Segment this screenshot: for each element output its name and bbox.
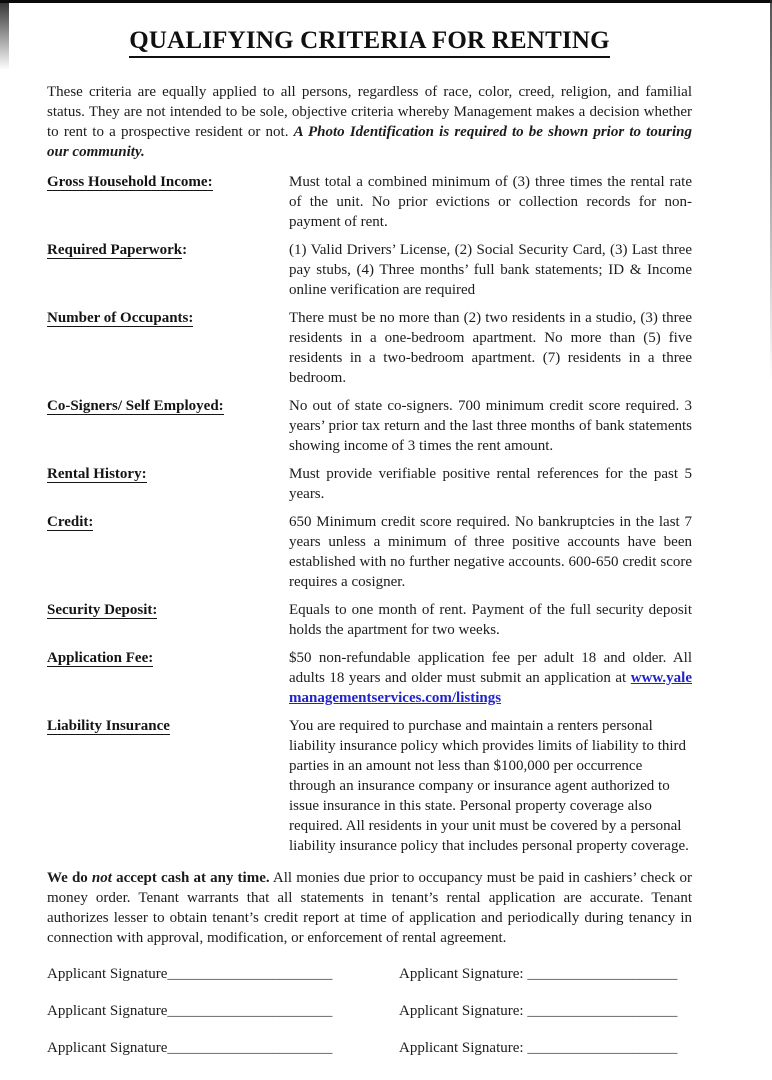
signature-row [47, 964, 692, 984]
closing-text: All monies due prior to occupancy must be paid in cashiers’ check or money order. Tenant warrants that all statements in tenant’s rental application are accurate. Tenant authorizes lesser to obtain tenant’s credit report at time of application and periodically during tenancy in connection with approval, modification, or enforcement of rental agreement. [47, 870, 692, 946]
criteria-description: There must be no more than (2) two residents in a studio, (3) three residents in a one-bedroom apartment. No more than (5) five residents in a two-bedroom apartment. (7) residents in a three bedroom. [289, 310, 692, 386]
applicant-signature-right [399, 964, 692, 984]
criteria-label: Required Paperwork: [47, 242, 188, 258]
intro-emphasis-text: A Photo Identification is required to be shown prior to touring our community. [47, 124, 693, 160]
criteria-label: Security Deposit: [47, 602, 158, 618]
signature-line: ______________________ [167, 966, 333, 982]
signature-line: ______________________ [167, 1040, 333, 1056]
signature-row [47, 1038, 692, 1058]
criteria-label: Rental History: [47, 466, 147, 482]
criteria-row-number-of-occupants [47, 308, 692, 388]
applicant-signature-right [399, 1038, 692, 1058]
title-block [47, 26, 692, 58]
criteria-description: Equals to one month of rent. Payment of the full security deposit holds the apartment for two weeks. [289, 602, 692, 638]
applicant-signature-left [47, 1038, 399, 1058]
criteria-description: You are required to purchase and maintain a renters personal liability insurance policy which provides limits of liability to third parties in an amount not less than $100,000 per occurrence through an insurance company or insurance agent authorized to issue insurance in this state. Personal property coverage also required. All residents in your unit must be covered by a personal liability insurance policy that includes personal property coverage. [289, 718, 689, 854]
criteria-description: Must total a combined minimum of (3) three times the rental rate of the unit. No prior evictions or collection records for non-payment of rent. [289, 174, 692, 230]
closing-bold-italic: not [91, 870, 112, 886]
signature-line: ____________________ [527, 1003, 678, 1019]
intro-text: These criteria are equally applied to all persons, regardless of race, color, creed, religion, and familial status. They are not intended to be sole, objective criteria whereby Management makes a decision whether to rent to a prospective resident or not. [47, 84, 692, 140]
applicant-signature-left [47, 1001, 399, 1021]
criteria-label: Credit: [47, 514, 94, 530]
criteria-description: Must provide verifiable positive rental references for the past 5 years. [289, 466, 692, 502]
criteria-row-rental-history [47, 464, 692, 504]
criteria-description: No out of state co-signers. 700 minimum credit score required. 3 years’ prior tax return and the last three months of bank statements showing income of 3 times the rent amount. [289, 398, 692, 454]
criteria-row-credit [47, 512, 692, 592]
signature-label: Applicant Signature [47, 1003, 168, 1019]
page-title: QUALIFYING CRITERIA FOR RENTING [129, 26, 610, 58]
criteria-label: Liability Insurance [47, 718, 170, 734]
signature-label: Applicant Signature: [399, 966, 524, 982]
criteria-row-security-deposit [47, 600, 692, 640]
criteria-row-co-signers-self-employed [47, 396, 692, 456]
signature-label: Applicant Signature: [399, 1040, 524, 1056]
signature-label: Applicant Signature: [399, 1003, 524, 1019]
signature-section [47, 964, 692, 1058]
closing-bold-lead: We do [47, 870, 88, 886]
signature-label: Applicant Signature [47, 966, 168, 982]
criteria-row-application-fee [47, 648, 692, 708]
applicant-signature-left [47, 964, 399, 984]
intro-paragraph [47, 82, 692, 162]
criteria-label: Co-Signers/ Self Employed: [47, 398, 224, 414]
listings-link[interactable]: www.yalemanagementservices.com/listings [289, 670, 692, 706]
criteria-label: Application Fee: [47, 650, 154, 666]
criteria-row-gross-household-income [47, 172, 692, 232]
signature-line: ____________________ [527, 966, 678, 982]
signature-row [47, 1001, 692, 1021]
criteria-row-liability-insurance [47, 716, 692, 856]
closing-bold-tail: accept cash at any time. [116, 870, 270, 886]
signature-label: Applicant Signature [47, 1040, 168, 1056]
applicant-signature-right [399, 1001, 692, 1021]
criteria-row-required-paperwork [47, 240, 692, 300]
criteria-label: Gross Household Income: [47, 174, 213, 190]
criteria-label: Number of Occupants: [47, 310, 194, 326]
signature-line: ______________________ [167, 1003, 333, 1019]
criteria-description: 650 Minimum credit score required. No bankruptcies in the last 7 years unless a minimum of three positive accounts have been established with no further negative accounts. 600-650 credit score requires a cosigner. [289, 514, 692, 590]
criteria-description: (1) Valid Drivers’ License, (2) Social Security Card, (3) Last three pay stubs, (4) Three months’ full bank statements; ID & Income online verification are required [289, 242, 692, 298]
criteria-description: $50 non-refundable application fee per adult 18 and older. All adults 18 years and older must submit an application at www.yalemanagementservices.com/listings [289, 650, 692, 706]
signature-line: ____________________ [527, 1040, 678, 1056]
closing-paragraph [47, 868, 692, 948]
